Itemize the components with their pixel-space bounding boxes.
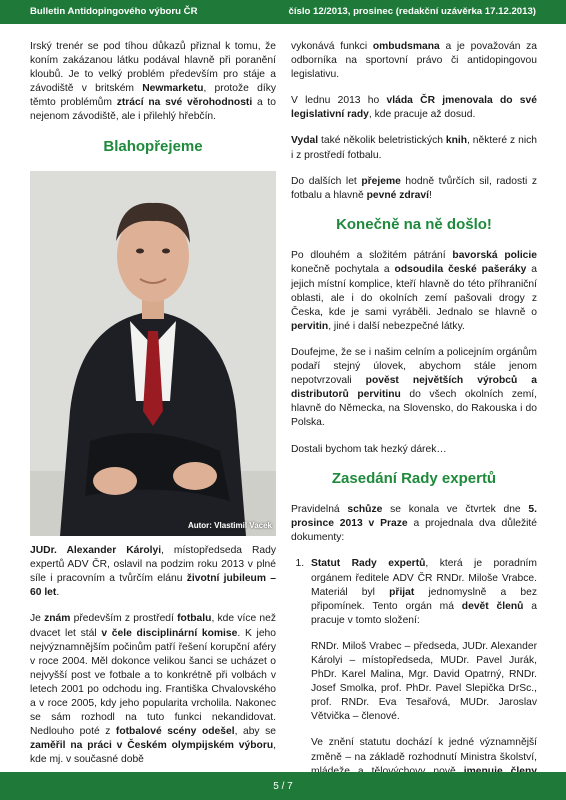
left-column	[30, 40, 276, 780]
right-column	[291, 40, 537, 800]
paragraph-government-council: V lednu 2013 ho vláda ČR jmenovala do své legislativní rady, kde pracuje až dosud.	[291, 95, 537, 121]
statute-change: Ve znění statutu dochází k jedné významnější změně – na základě rozhodnutí Ministra školství,	[311, 737, 537, 763]
photo-credit: Autor: Vlastimil Vacek	[187, 521, 272, 531]
paragraph-bavarian-police: Po dlouhém a složitém pátrání bavorská policie konečně pochytala a odsoudila české pašeráky a jejich místní komplice, kteří hlavně do této příhraniční oblasti, ale i do okolních zemí pašovali drogy z Česka, kde je sami vyráběli. Jednalo se hlavně o pervitin, jiné i další nebezpečné látky.	[291, 250, 537, 332]
paragraph-ombudsman: vykonává funkci ombudsmana a je považován za odborníka na sportovní právo či antidopingovou legislativu.	[291, 41, 537, 81]
members-list: RNDr. Miloš Vrabec – předseda, JUDr. Alexander Károlyi – místopředseda, MUDr. Pavel Jurák, PhDr. Karel Malina, Mgr. David Opatrný, RNDr. Josef Smolka, prof. PhDr. Pavel Slepička DrSc., prof. RNDr. Eva Tesařová, MUDr. Jaroslav Větvička – členové.	[311, 640, 537, 723]
portrait-photo	[30, 171, 276, 536]
paragraph-wishes: Do dalších let přejeme hodně tvůrčích sil, radosti z fotbalu a hlavně pevné zdraví!	[291, 175, 537, 201]
paragraph-football-career: Je znám především z prostředí fotbalu, kde více než dvacet let stál v čele disciplinární komise. K jeho nejvýznamnějším počinům patří řešení korupční aféry v roce 2004. Měl dokonce velikou šanci se ucházet o nejvyšší post ve fotbale a to konkrétně při volbách v letech 2001 po odchodu ing. Františka Chvalovského a v roce 2005, kdy jeho popularita vrcholila. Nakonec se sám rozhodl na tuto funkci nekandidovat. Nedlouho poté z fotbalové scény odešel, aby se zaměřil na práci v Českém olympijském výboru, kde mj. v současné době	[30, 613, 277, 766]
page-header	[0, 0, 566, 24]
bulletin-title: Bulletin Antidopingového výboru ČR	[30, 6, 198, 17]
heading-expert-council-meeting: Zasedání Rady expertů	[331, 469, 497, 487]
heading-congratulations: Blahopřejeme	[103, 137, 203, 155]
documents-list	[307, 557, 537, 792]
paragraph-jubilee: JUDr. Alexander Károlyi, místopředseda Rady expertů ADV ČR, oslavil na podzim roku 2013 v plné síle i pracovním a tvůrčím elánu životní jubileum – 60 let.	[30, 545, 277, 599]
page-number: 5 / 7	[273, 781, 293, 792]
issue-info: číslo 12/2013, prosinec (redakční uzávěrka 17.12.2013)	[288, 6, 536, 17]
paragraph-meeting: Pravidelná schůze se konala ve čtvrtek dne 5. prosince 2013 v Praze a projednala dva důležité dokumenty:	[291, 504, 537, 544]
list-item	[307, 557, 537, 792]
portrait-illustration	[30, 171, 276, 536]
paragraph-customs-hope: Doufejme, že se i našim celním a policejním orgánům podaří stejný úlovek, abychom stále jenom nepotvrzovali pověst největších výrobců a distributorů pervitinu do všech okolních zemí, hlavně do Německa, na Slovensko, do Rakouska i do Polska.	[291, 346, 537, 429]
paragraph-books: Vydal také několik beletristických knih, některé z nich i z prostředí fotbalu.	[291, 135, 537, 161]
paragraph-horse-doping: Irský trenér se pod tíhou důkazů přiznal k tomu, že koním zakázanou látku podával hlavně při poranění kloubů. Je to velký problém především pro stáje a závodiště v britském Newmarketu, protože díky těmto problémům ztrácí na své věrohodnosti a to nejenom závodiště, ale i přilehlý hřebčín.	[30, 41, 277, 123]
statute-text: 1. Statut Rady expertů, která je poradním orgánem ředitele ADV ČR RNDr. Miloše Vrabce. Materiál byl přijat jednomyslně a bez připomínek. Tento orgán má devět členů a pracuje v tomto složení:	[311, 558, 538, 626]
paragraph-gift: Dostali bychom tak hezký dárek…	[291, 443, 447, 455]
heading-finally-caught: Konečně na ně došlo!	[336, 215, 492, 233]
page-footer	[0, 772, 566, 800]
